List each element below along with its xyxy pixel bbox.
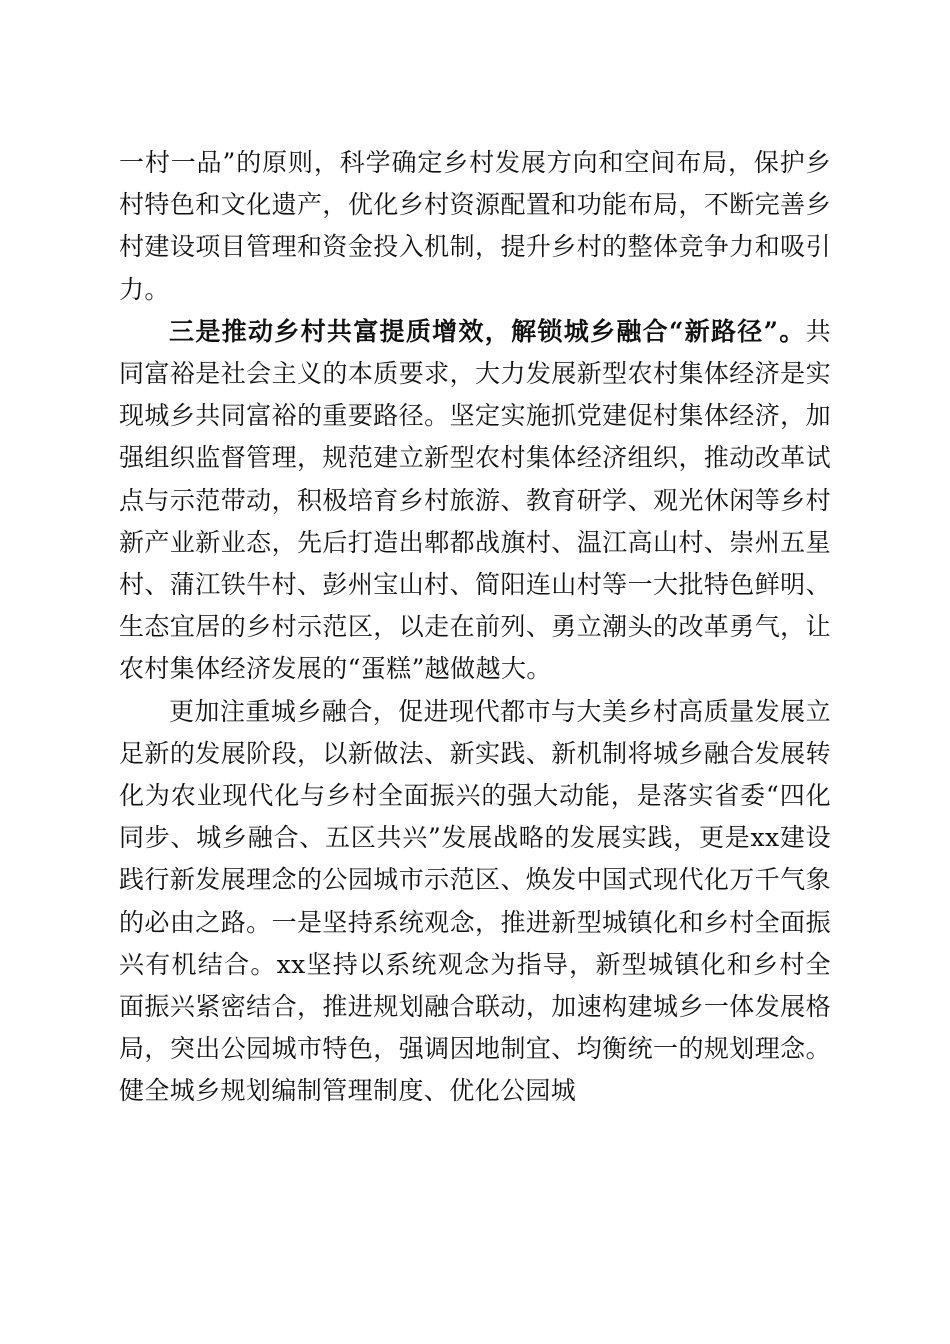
paragraph-1 [119, 142, 831, 311]
paragraph-2 [119, 311, 831, 691]
body-text [119, 142, 831, 1113]
paragraph-text: 一村一品”的原则，科学确定乡村发展方向和空间布局，保护乡村特色和文化遗产，优化乡村资源配置和功能布局，不断完善乡村建设项目管理和资金投入机制，提升乡村的整体竞争力和吸引力。 [119, 148, 831, 304]
paragraph-text: 更加注重城乡融合，促进现代都市与大美乡村高质量发展立足新的发展阶段，以新做法、新实践、新机制将城乡融合发展转化为农业现代化与乡村全面振兴的强大动能，是落实省委“四化同步、城乡融合、五区共兴”发展战略的发展实践，更是xx建设践行新发展理念的公园城市示范区、焕发中国式现代化万千气象的必由之路。一是坚持系统观念，推进新型城镇化和乡村全面振兴有机结合。xx坚持以系统观念为指导，新型城镇化和乡村全面振兴紧密结合，推进规划融合联动，加速构建城乡一体发展格局，突出公园城市特色，强调因地制宜、均衡统一的规划理念。健全城乡规划编制管理制度、优化公园城 [119, 696, 831, 1106]
paragraph-lead: 三是推动乡村共富提质增效，解锁城乡融合“新路径”。 [169, 316, 806, 346]
paragraph-3 [119, 691, 831, 1113]
paragraph-text: 共同富裕是社会主义的本质要求，大力发展新型农村集体经济是实现城乡共同富裕的重要路径。坚定实施抓党建促村集体经济，加强组织监督管理，规范建立新型农村集体经济组织，推动改革试点与示范带动，积极培育乡村旅游、教育研学、观光休闲等乡村新产业新业态，先后打造出郫都战旗村、温江高山村、崇州五星村、蒲江铁牛村、彭州宝山村、简阳连山村等一大批特色鲜明、生态宜居的乡村示范区，以走在前列、勇立潮头的改革勇气，让农村集体经济发展的“蛋糕”越做越大。 [119, 316, 831, 684]
